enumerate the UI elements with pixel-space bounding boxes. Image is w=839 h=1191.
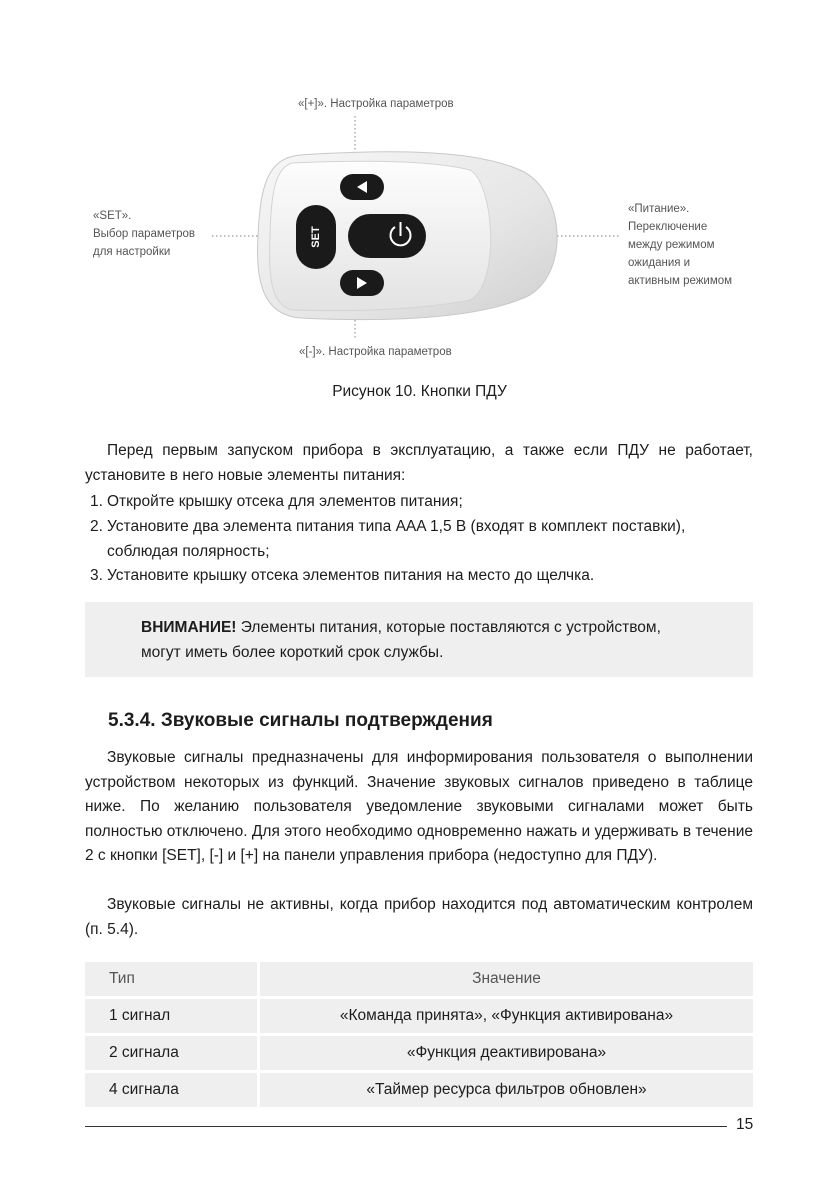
footer-divider [85, 1126, 727, 1127]
paragraph-1: Звуковые сигналы предназначены для информирования пользователя о выполнении устройством некоторых из функций. Значение звуковых сигналов приведено в таблице ниже. По желанию пользователя уведомление звуковыми сигналами может быть полностью отключено. Для этого необходимо одновременно нажать и удерживать в течение 2 с кнопки [SET], [-] и [+] на панели управления прибора (недоступно для ПДУ). [85, 749, 753, 864]
table-cell-type: 4 сигнала [85, 1073, 260, 1107]
callout-minus: «[-]». Настройка параметров [299, 346, 452, 358]
intro-paragraph: Перед первым запуском прибора в эксплуатацию, а также если ПДУ не работает, установите в него новые элементы питания: [85, 442, 753, 484]
table-cell-value: «Команда принята», «Функция активирована» [260, 999, 753, 1033]
list-item: 1. Откройте крышку отсека для элементов питания; [90, 493, 463, 510]
page-number: 15 [736, 1116, 754, 1133]
list-item: 2. Установите два элемента питания типа AAA 1,5 В (входят в комплект поставки), соблюдая полярность; [90, 518, 686, 560]
paragraph-2: Звуковые сигналы не активны, когда прибор находится под автоматическим контролем (п. 5.4). [85, 896, 753, 938]
table-cell-type: 2 сигнала [85, 1036, 260, 1070]
remote-illustration [0, 0, 839, 380]
table-header-type: Тип [85, 962, 260, 996]
signals-table [85, 959, 753, 1110]
power-button[interactable] [348, 214, 426, 258]
list-item: 3. Установите крышку отсека элементов питания на место до щелчка. [90, 567, 595, 584]
notice-label: ВНИМАНИЕ! [141, 619, 237, 636]
table-row [85, 999, 753, 1033]
callout-set: «SET». Выбор параметров для настройки [93, 210, 196, 258]
set-button-label: SET [309, 226, 322, 248]
section-heading: 5.3.4. Звуковые сигналы подтверждения [108, 710, 493, 731]
table-cell-value: «Функция деактивирована» [260, 1036, 753, 1070]
table-row [85, 1036, 753, 1070]
table-header-value: Значение [260, 962, 753, 996]
callout-plus: «[+]». Настройка параметров [298, 98, 454, 110]
table-cell-type: 1 сигнал [85, 999, 260, 1033]
notice-box [85, 602, 753, 677]
table-header-row [85, 962, 753, 996]
figure-caption: Рисунок 10. Кнопки ПДУ [332, 383, 507, 400]
notice-text: ВНИМАНИЕ! Элементы питания, которые поставляются с устройством, могут иметь более короткий срок службы. [141, 619, 661, 661]
table-cell-value: «Таймер ресурса фильтров обновлен» [260, 1073, 753, 1107]
callout-power: «Питание». Переключение между режимом ожидания и активным режимом [628, 203, 733, 287]
table-row [85, 1073, 753, 1107]
